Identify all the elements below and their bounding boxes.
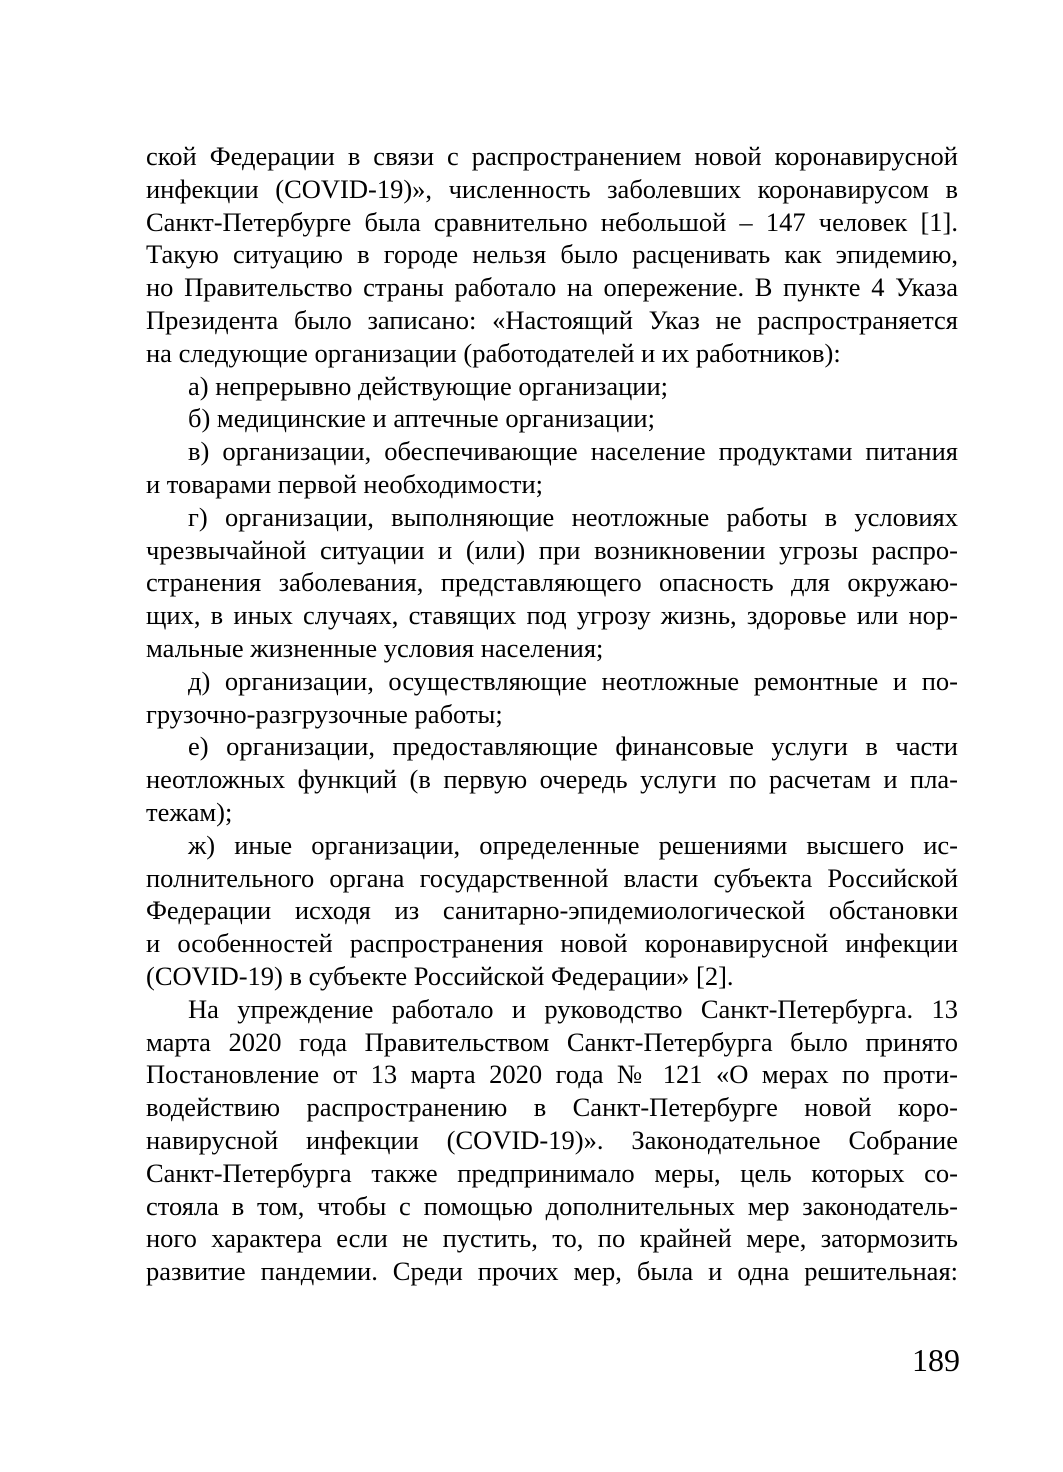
text-line: тежам); [146, 796, 233, 827]
text-line: Санкт-Петербурге была сравнительно небольшой – 147 человек [1]. [146, 206, 958, 237]
text-line: полнительного органа государственной власти субъекта Российской [146, 862, 958, 893]
text-line: марта 2020 года Правительством Санкт-Петербурга было принято [146, 1026, 958, 1057]
text-line: (COVID-19) в субъекте Российской Федерации» [2]. [146, 960, 734, 991]
text-line: мальные жизненные условия населения; [146, 632, 604, 663]
text-line: ж) иные организации, определенные решениями высшего ис- [188, 829, 958, 860]
text-line: грузочно-разгрузочные работы; [146, 698, 503, 729]
text-line: а) непрерывно действующие организации; [188, 370, 669, 401]
text-line: странения заболевания, представляющего опасность для окружаю- [146, 567, 958, 598]
text-line: ного характера если не пустить, то, по крайней мере, затормозить [146, 1223, 958, 1254]
text-line: щих, в иных случаях, ставящих под угрозу жизнь, здоровье или нор- [146, 600, 958, 631]
page-number: 189 [912, 1342, 960, 1378]
text-line: д) организации, осуществляющие неотложные ремонтные и по- [188, 665, 958, 696]
text-line: г) организации, выполняющие неотложные работы в условиях [188, 501, 958, 532]
text-line: Постановление от 13 марта 2020 года № 121 «О мерах по проти- [146, 1059, 958, 1090]
text-line: На упреждение работало и руководство Санкт-Петербурга. 13 [188, 993, 958, 1024]
text-line: стояла в том, чтобы с помощью дополнительных мер законодатель- [146, 1190, 958, 1221]
text-line: е) организации, предоставляющие финансовые услуги в части [188, 731, 958, 762]
text-line: Федерации исходя из санитарно-эпидемиологической обстановки [146, 895, 958, 926]
body-text [146, 140, 958, 1288]
text-line: и особенностей распространения новой коронавирусной инфекции [146, 928, 958, 959]
text-line: неотложных функций (в первую очередь услуги по расчетам и пла- [146, 764, 958, 795]
text-line: б) медицинские и аптечные организации; [188, 403, 655, 434]
text-line: ской Федерации в связи с распространением новой коронавирусной [146, 141, 958, 171]
text-line: развитие пандемии. Среди прочих мер, была и одна решительная: [146, 1256, 958, 1287]
text-line: Санкт-Петербурга также предпринимало меры, цель которых со- [146, 1157, 958, 1188]
text-line: чрезвычайной ситуации и (или) при возникновении угрозы распро- [146, 534, 958, 565]
text-line: инфекции (COVID-19)», численность заболевших коронавирусом в [146, 173, 958, 204]
text-line: на следующие организации (работодателей и их работников): [146, 337, 841, 368]
text-line: Президента было записано: «Настоящий Указ не распространяется [146, 304, 958, 335]
text-line: Такую ситуацию в городе нельзя было расценивать как эпидемию, [146, 239, 958, 270]
text-line: но Правительство страны работало на опережение. В пункте 4 Указа [146, 272, 958, 303]
text-line: и товарами первой необходимости; [146, 468, 544, 499]
text-line: в) организации, обеспечивающие население продуктами питания [188, 436, 958, 467]
text-line: навирусной инфекции (COVID-19)». Законодательное Собрание [146, 1124, 958, 1155]
text-line: водействию распространению в Санкт-Петербурге новой коро- [146, 1092, 958, 1123]
